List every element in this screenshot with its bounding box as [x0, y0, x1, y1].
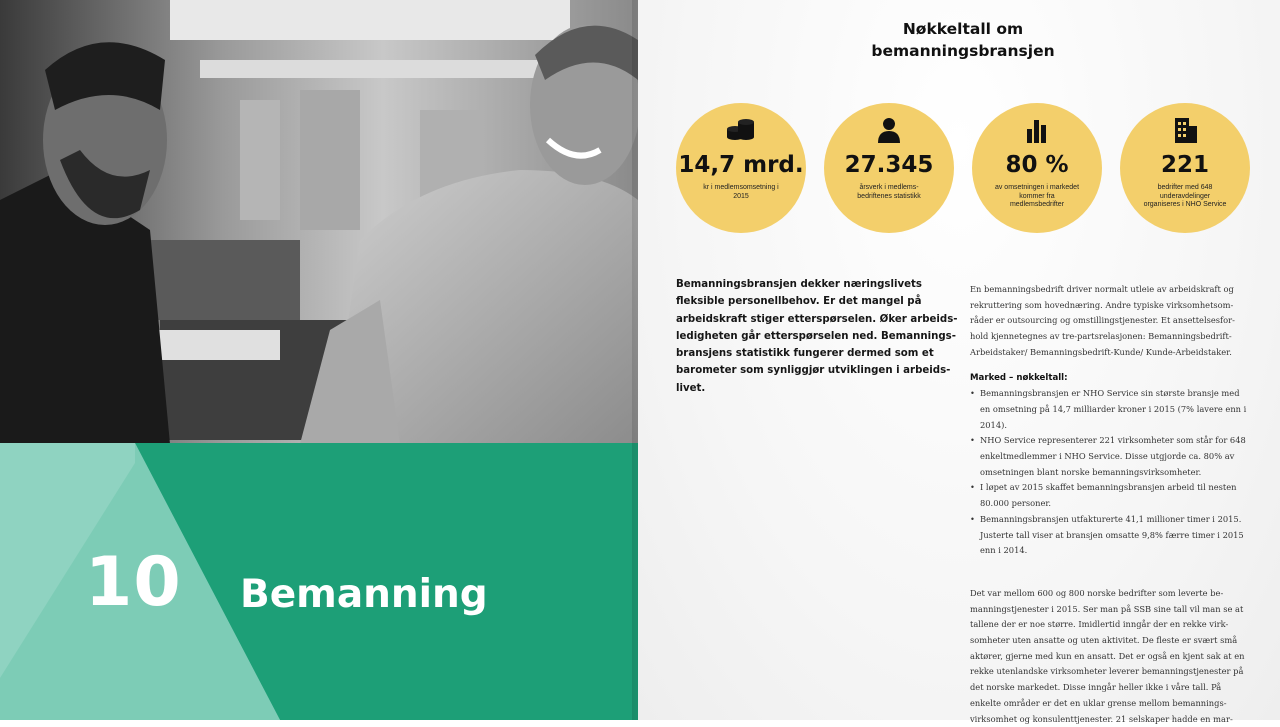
key-figures-title — [838, 18, 1088, 62]
key-figure-market-share — [972, 103, 1102, 233]
person-icon — [874, 117, 904, 143]
key-figure-value: 80 % — [1005, 152, 1069, 178]
key-figure-value: 27.345 — [844, 152, 934, 178]
chapter-title: Bemanning — [240, 572, 488, 617]
key-figure-man-years — [824, 103, 954, 233]
intro-paragraph: Bemanningsbransjen dekker næringslivets fleksible personellbehov. Er det mangel på arbeidskraft stiger etterspørselen. Øker arbeids-ledigheten går etterspørselen ned. Bemannings-bransjens statistikk fungerer dermed som et barometer som synliggjør utviklingen i arbeids-livet. — [676, 279, 958, 394]
key-figures-title-line1: Nøkkeltall om — [902, 20, 1024, 38]
body-paragraph-2: Det var mellom 600 og 800 norske bedrifter som leverte be-manningstjenester i 2015. Ser man på SSB sine tall vil man se at tallene der er noe større. Imidlertid inngår der en rekke virk-somheter uten ansatte og uten aktivitet. De fleste er svært små aktører, gjerne med kun en ansatt. Det er også en kjent sak at en rekke utenlandske virksomheter leverer bemanningstjenester på det norske markedet. Disse inngår heller ikke i våre tall. På enkelte områder er det en uklar grense mellom bemannings-virksomhet og konsulenttjenester. 21 selskaper hadde en mar- — [970, 587, 1245, 724]
market-heading: Marked – nøkkeltall: — [970, 372, 1068, 383]
coins-icon — [726, 117, 756, 143]
body-paragraph-1: En bemanningsbedrift driver normalt utleie av arbeidskraft og rekruttering som hovednæring. Andre typiske virksomhetsom-råder er outsourcing og omstillingstjenester. Et ansettelsesfor-hold kjennetegnes av tre-partsrelasjonen: Bemanningsbedrift-Arbeidstaker/ Bemanningsbedrift-Kunde/ Kunde-Arbeidstaker. — [970, 284, 1235, 357]
chapter-number: 10 — [85, 543, 182, 622]
key-figure-companies — [1120, 103, 1250, 233]
left-page — [0, 0, 638, 720]
market-list — [970, 386, 1250, 559]
building-icon — [1170, 117, 1200, 143]
key-figure-value: 14,7 mrd. — [678, 152, 804, 178]
key-figure-caption: årsverk i medlems-bedriftenes statistikk — [857, 184, 921, 200]
key-figure-caption: av omsetningen i markedet kommer fra medlemsbedrifter — [994, 184, 1080, 208]
list-item: • I løpet av 2015 skaffet bemanningsbransjen arbeid til nesten 80.000 personer. — [970, 480, 1250, 511]
bar-chart-icon — [1022, 117, 1052, 143]
key-figure-value: 221 — [1160, 152, 1209, 178]
office-photo — [0, 0, 638, 444]
right-page — [638, 0, 1280, 724]
key-figure-caption: bedrifter med 648 underavdelinger organiseres i NHO Service — [1143, 184, 1227, 208]
list-item: • NHO Service representerer 221 virksomheter som står for 648 enkeltmedlemmer i NHO Service. Disse utgjorde ca. 80% av omsetningen blant norske bemanningsvirksomheter. — [970, 433, 1250, 480]
list-item: • Bemanningsbransjen utfakturerte 41,1 millioner timer i 2015. Justerte tall viser at bransjen omsatte 9,8% færre timer i 2015 enn i 2014. — [970, 512, 1250, 559]
key-figure-revenue — [676, 103, 806, 233]
body-column — [970, 282, 1250, 727]
key-figure-caption: kr i medlemsomsetning i 2015 — [703, 184, 779, 200]
key-figures-title-line2: bemanningsbransjen — [871, 42, 1055, 60]
list-item: • Bemanningsbransjen er NHO Service sin største bransje med en omsetning på 14,7 milliarder kroner i 2015 (7% lavere enn i 2014). — [970, 386, 1250, 433]
